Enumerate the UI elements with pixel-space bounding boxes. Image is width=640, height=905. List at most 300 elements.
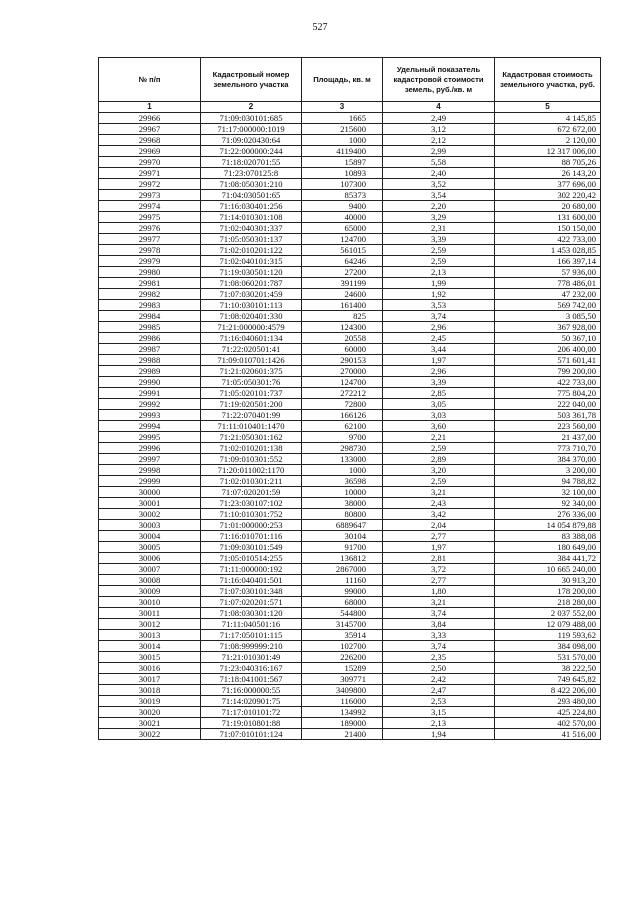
cell-area: 215600 bbox=[302, 124, 383, 135]
cell-cadastral-number: 71:21:050301:162 bbox=[201, 432, 302, 443]
cell-cadastral-value: 749 645,82 bbox=[495, 674, 601, 685]
cell-unit-value: 2,59 bbox=[383, 443, 495, 454]
cell-cadastral-number: 71:08:999999:210 bbox=[201, 641, 302, 652]
cell-unit-value: 3,74 bbox=[383, 608, 495, 619]
cell-cadastral-number: 71:08:020401:330 bbox=[201, 311, 302, 322]
cell-cadastral-value: 92 340,00 bbox=[495, 498, 601, 509]
cell-cadastral-number: 71:11:010401:1470 bbox=[201, 421, 302, 432]
cell-cadastral-number: 71:05:020101:737 bbox=[201, 388, 302, 399]
table-row bbox=[99, 454, 601, 465]
cell-cadastral-number: 71:07:020201:571 bbox=[201, 597, 302, 608]
column-number: 2 bbox=[201, 102, 302, 113]
cell-cadastral-number: 71:09:010301:552 bbox=[201, 454, 302, 465]
cell-cadastral-number: 71:16:000000:55 bbox=[201, 685, 302, 696]
cell-cadastral-value: 3 200,00 bbox=[495, 465, 601, 476]
cell-unit-value: 3,53 bbox=[383, 300, 495, 311]
cell-area: 38000 bbox=[302, 498, 383, 509]
cell-cadastral-value: 20 680,00 bbox=[495, 201, 601, 212]
page-number: 527 bbox=[312, 22, 328, 33]
cell-unit-value: 3,74 bbox=[383, 641, 495, 652]
cell-cadastral-number: 71:04:030501:65 bbox=[201, 190, 302, 201]
cell-row-number: 29999 bbox=[99, 476, 201, 487]
cell-row-number: 30021 bbox=[99, 718, 201, 729]
cell-cadastral-value: 150 150,00 bbox=[495, 223, 601, 234]
cell-cadastral-number: 71:10:030101:113 bbox=[201, 300, 302, 311]
cell-cadastral-value: 503 361,78 bbox=[495, 410, 601, 421]
cell-cadastral-number: 71:18:041001:567 bbox=[201, 674, 302, 685]
cell-cadastral-value: 778 486,01 bbox=[495, 278, 601, 289]
cell-cadastral-number: 71:23:070125:8 bbox=[201, 168, 302, 179]
cell-cadastral-number: 71:18:020701:55 bbox=[201, 157, 302, 168]
cell-area: 309771 bbox=[302, 674, 383, 685]
header-row-number: № п/п bbox=[99, 58, 201, 102]
cell-cadastral-number: 71:07:010101:124 bbox=[201, 729, 302, 740]
cell-cadastral-value: 14 054 879,88 bbox=[495, 520, 601, 531]
cell-cadastral-value: 293 480,00 bbox=[495, 696, 601, 707]
cell-cadastral-value: 88 705,26 bbox=[495, 157, 601, 168]
table-row bbox=[99, 575, 601, 586]
cell-cadastral-value: 367 928,00 bbox=[495, 322, 601, 333]
cell-unit-value: 3,05 bbox=[383, 399, 495, 410]
cell-cadastral-value: 402 570,00 bbox=[495, 718, 601, 729]
table-row bbox=[99, 399, 601, 410]
cell-area: 80800 bbox=[302, 509, 383, 520]
cell-row-number: 30000 bbox=[99, 487, 201, 498]
table-row bbox=[99, 135, 601, 146]
cell-cadastral-number: 71:14:020901:75 bbox=[201, 696, 302, 707]
cell-cadastral-value: 223 560,00 bbox=[495, 421, 601, 432]
cell-cadastral-value: 799 200,00 bbox=[495, 366, 601, 377]
cell-cadastral-value: 2 037 552,00 bbox=[495, 608, 601, 619]
cell-cadastral-number: 71:19:020501:200 bbox=[201, 399, 302, 410]
cell-unit-value: 3,29 bbox=[383, 212, 495, 223]
cell-area: 134992 bbox=[302, 707, 383, 718]
cell-cadastral-value: 384 370,00 bbox=[495, 454, 601, 465]
cell-row-number: 29966 bbox=[99, 113, 201, 124]
cell-cadastral-number: 71:16:030401:256 bbox=[201, 201, 302, 212]
cell-area: 116000 bbox=[302, 696, 383, 707]
cell-cadastral-value: 166 397,14 bbox=[495, 256, 601, 267]
cell-area: 124700 bbox=[302, 234, 383, 245]
column-number: 4 bbox=[383, 102, 495, 113]
cell-area: 4119400 bbox=[302, 146, 383, 157]
cell-cadastral-number: 71:08:060201:787 bbox=[201, 278, 302, 289]
cell-area: 36598 bbox=[302, 476, 383, 487]
cell-row-number: 29970 bbox=[99, 157, 201, 168]
cell-area: 391199 bbox=[302, 278, 383, 289]
cell-row-number: 30008 bbox=[99, 575, 201, 586]
cell-row-number: 29981 bbox=[99, 278, 201, 289]
cell-unit-value: 1,97 bbox=[383, 355, 495, 366]
cell-cadastral-number: 71:14:010301:108 bbox=[201, 212, 302, 223]
cell-cadastral-value: 12 317 006,00 bbox=[495, 146, 601, 157]
table-row bbox=[99, 300, 601, 311]
table-row bbox=[99, 168, 601, 179]
cell-cadastral-value: 569 742,00 bbox=[495, 300, 601, 311]
cell-unit-value: 1,80 bbox=[383, 586, 495, 597]
table-row bbox=[99, 564, 601, 575]
cell-row-number: 29991 bbox=[99, 388, 201, 399]
cell-area: 1000 bbox=[302, 465, 383, 476]
table-row bbox=[99, 322, 601, 333]
cell-unit-value: 2,49 bbox=[383, 113, 495, 124]
cell-cadastral-number: 71:09:020430:64 bbox=[201, 135, 302, 146]
cell-unit-value: 2,47 bbox=[383, 685, 495, 696]
cell-unit-value: 2,35 bbox=[383, 652, 495, 663]
table-row bbox=[99, 531, 601, 542]
cell-unit-value: 2,31 bbox=[383, 223, 495, 234]
cell-row-number: 29972 bbox=[99, 179, 201, 190]
cell-area: 1665 bbox=[302, 113, 383, 124]
cell-unit-value: 3,15 bbox=[383, 707, 495, 718]
cadastral-value-table bbox=[98, 57, 601, 740]
cell-area: 85373 bbox=[302, 190, 383, 201]
table-row bbox=[99, 256, 601, 267]
cell-cadastral-number: 71:02:010201:138 bbox=[201, 443, 302, 454]
cell-area: 226200 bbox=[302, 652, 383, 663]
cell-row-number: 29978 bbox=[99, 245, 201, 256]
cell-area: 3145700 bbox=[302, 619, 383, 630]
cell-cadastral-number: 71:07:020201:59 bbox=[201, 487, 302, 498]
cell-cadastral-value: 1 453 028,85 bbox=[495, 245, 601, 256]
cell-unit-value: 2,59 bbox=[383, 256, 495, 267]
cell-area: 10893 bbox=[302, 168, 383, 179]
cell-row-number: 29992 bbox=[99, 399, 201, 410]
cell-cadastral-number: 71:16:040601:134 bbox=[201, 333, 302, 344]
cell-cadastral-value: 384 441,72 bbox=[495, 553, 601, 564]
cell-unit-value: 3,03 bbox=[383, 410, 495, 421]
cell-cadastral-number: 71:05:050301:76 bbox=[201, 377, 302, 388]
cell-area: 270000 bbox=[302, 366, 383, 377]
cell-cadastral-number: 71:02:040301:337 bbox=[201, 223, 302, 234]
cell-area: 27200 bbox=[302, 267, 383, 278]
cell-unit-value: 2,89 bbox=[383, 454, 495, 465]
table-body bbox=[99, 113, 601, 740]
cell-cadastral-number: 71:23:040316:167 bbox=[201, 663, 302, 674]
cell-unit-value: 2,81 bbox=[383, 553, 495, 564]
cell-row-number: 30007 bbox=[99, 564, 201, 575]
cell-unit-value: 3,39 bbox=[383, 377, 495, 388]
cell-cadastral-value: 26 143,20 bbox=[495, 168, 601, 179]
cell-row-number: 30014 bbox=[99, 641, 201, 652]
cell-area: 24600 bbox=[302, 289, 383, 300]
cell-cadastral-number: 71:08:050301:210 bbox=[201, 179, 302, 190]
cell-unit-value: 2,42 bbox=[383, 674, 495, 685]
cell-cadastral-value: 571 601,41 bbox=[495, 355, 601, 366]
cell-unit-value: 1,92 bbox=[383, 289, 495, 300]
column-number: 5 bbox=[495, 102, 601, 113]
cell-row-number: 29984 bbox=[99, 311, 201, 322]
table-row bbox=[99, 311, 601, 322]
table-row bbox=[99, 223, 601, 234]
table-row bbox=[99, 652, 601, 663]
cell-cadastral-value: 276 336,00 bbox=[495, 509, 601, 520]
cell-cadastral-number: 71:09:030101:549 bbox=[201, 542, 302, 553]
cell-unit-value: 2,77 bbox=[383, 531, 495, 542]
cell-cadastral-value: 32 100,00 bbox=[495, 487, 601, 498]
cell-unit-value: 2,85 bbox=[383, 388, 495, 399]
table-row bbox=[99, 212, 601, 223]
cell-row-number: 29993 bbox=[99, 410, 201, 421]
cell-cadastral-number: 71:17:000000:1019 bbox=[201, 124, 302, 135]
column-number: 1 bbox=[99, 102, 201, 113]
cell-row-number: 30013 bbox=[99, 630, 201, 641]
cell-unit-value: 2,50 bbox=[383, 663, 495, 674]
table-row bbox=[99, 707, 601, 718]
cell-unit-value: 2,12 bbox=[383, 135, 495, 146]
header-cadastral-number: Кадастровый номер земельного участка bbox=[201, 58, 302, 102]
cell-area: 9700 bbox=[302, 432, 383, 443]
cell-cadastral-number: 71:21:020601:375 bbox=[201, 366, 302, 377]
cell-area: 298730 bbox=[302, 443, 383, 454]
cell-area: 272212 bbox=[302, 388, 383, 399]
cell-row-number: 30018 bbox=[99, 685, 201, 696]
header-unit-value: Удельный показатель кадастровой стоимости земель, руб./кв. м bbox=[383, 58, 495, 102]
table-row bbox=[99, 509, 601, 520]
cell-unit-value: 2,20 bbox=[383, 201, 495, 212]
cell-cadastral-value: 4 145,85 bbox=[495, 113, 601, 124]
table-row bbox=[99, 421, 601, 432]
cell-cadastral-value: 425 224,80 bbox=[495, 707, 601, 718]
cell-area: 102700 bbox=[302, 641, 383, 652]
cell-row-number: 30022 bbox=[99, 729, 201, 740]
table-row bbox=[99, 410, 601, 421]
cell-cadastral-value: 384 098,00 bbox=[495, 641, 601, 652]
cell-cadastral-number: 71:21:000000:4579 bbox=[201, 322, 302, 333]
cell-row-number: 29997 bbox=[99, 454, 201, 465]
table-row bbox=[99, 355, 601, 366]
cell-unit-value: 5,58 bbox=[383, 157, 495, 168]
table-row bbox=[99, 729, 601, 740]
cell-row-number: 29976 bbox=[99, 223, 201, 234]
cell-row-number: 29994 bbox=[99, 421, 201, 432]
cell-unit-value: 3,84 bbox=[383, 619, 495, 630]
cell-cadastral-value: 131 600,00 bbox=[495, 212, 601, 223]
table-row bbox=[99, 641, 601, 652]
cell-area: 290153 bbox=[302, 355, 383, 366]
column-number: 3 bbox=[302, 102, 383, 113]
cell-unit-value: 3,44 bbox=[383, 344, 495, 355]
cell-cadastral-number: 71:02:010301:211 bbox=[201, 476, 302, 487]
cell-cadastral-value: 94 788,82 bbox=[495, 476, 601, 487]
cell-cadastral-number: 71:02:010201:122 bbox=[201, 245, 302, 256]
cell-row-number: 30016 bbox=[99, 663, 201, 674]
table-row bbox=[99, 179, 601, 190]
cell-unit-value: 2,59 bbox=[383, 245, 495, 256]
cell-cadastral-number: 71:11:040501:16 bbox=[201, 619, 302, 630]
cell-cadastral-value: 2 120,00 bbox=[495, 135, 601, 146]
cell-area: 161400 bbox=[302, 300, 383, 311]
header-area: Площадь, кв. м bbox=[302, 58, 383, 102]
cell-area: 20558 bbox=[302, 333, 383, 344]
cell-row-number: 30011 bbox=[99, 608, 201, 619]
cell-row-number: 29977 bbox=[99, 234, 201, 245]
table-row bbox=[99, 685, 601, 696]
cell-cadastral-number: 71:17:010101:72 bbox=[201, 707, 302, 718]
cell-area: 189000 bbox=[302, 718, 383, 729]
cell-cadastral-value: 531 570,00 bbox=[495, 652, 601, 663]
cell-row-number: 29969 bbox=[99, 146, 201, 157]
cell-unit-value: 3,54 bbox=[383, 190, 495, 201]
cell-row-number: 30010 bbox=[99, 597, 201, 608]
cell-area: 62100 bbox=[302, 421, 383, 432]
cell-unit-value: 2,99 bbox=[383, 146, 495, 157]
cell-area: 136812 bbox=[302, 553, 383, 564]
cell-cadastral-value: 83 388,08 bbox=[495, 531, 601, 542]
cell-area: 6889647 bbox=[302, 520, 383, 531]
table-row bbox=[99, 190, 601, 201]
cell-unit-value: 1,97 bbox=[383, 542, 495, 553]
cell-unit-value: 3,52 bbox=[383, 179, 495, 190]
table-row bbox=[99, 388, 601, 399]
cell-row-number: 29986 bbox=[99, 333, 201, 344]
cell-unit-value: 2,53 bbox=[383, 696, 495, 707]
table-row bbox=[99, 366, 601, 377]
cell-cadastral-number: 71:05:050301:137 bbox=[201, 234, 302, 245]
table-row bbox=[99, 498, 601, 509]
cell-cadastral-value: 206 400,00 bbox=[495, 344, 601, 355]
cell-unit-value: 2,96 bbox=[383, 322, 495, 333]
cell-cadastral-number: 71:16:040401:501 bbox=[201, 575, 302, 586]
cell-row-number: 30015 bbox=[99, 652, 201, 663]
cell-area: 21400 bbox=[302, 729, 383, 740]
cell-cadastral-value: 377 696,00 bbox=[495, 179, 601, 190]
cell-cadastral-value: 222 040,00 bbox=[495, 399, 601, 410]
table-row bbox=[99, 377, 601, 388]
cell-cadastral-value: 422 733,00 bbox=[495, 377, 601, 388]
cell-area: 91700 bbox=[302, 542, 383, 553]
cell-area: 15289 bbox=[302, 663, 383, 674]
cell-unit-value: 3,74 bbox=[383, 311, 495, 322]
cell-unit-value: 3,20 bbox=[383, 465, 495, 476]
cell-cadastral-value: 57 936,00 bbox=[495, 267, 601, 278]
cell-cadastral-number: 71:08:030301:120 bbox=[201, 608, 302, 619]
cell-cadastral-value: 47 232,00 bbox=[495, 289, 601, 300]
cell-area: 544800 bbox=[302, 608, 383, 619]
cell-row-number: 30002 bbox=[99, 509, 201, 520]
cell-area: 10000 bbox=[302, 487, 383, 498]
cell-cadastral-value: 3 085,50 bbox=[495, 311, 601, 322]
cell-area: 124700 bbox=[302, 377, 383, 388]
cell-area: 2867000 bbox=[302, 564, 383, 575]
cell-cadastral-value: 178 200,00 bbox=[495, 586, 601, 597]
cell-cadastral-value: 10 665 240,00 bbox=[495, 564, 601, 575]
cell-unit-value: 1,94 bbox=[383, 729, 495, 740]
cell-row-number: 29971 bbox=[99, 168, 201, 179]
cell-cadastral-value: 302 220,42 bbox=[495, 190, 601, 201]
table-row bbox=[99, 553, 601, 564]
table-row bbox=[99, 630, 601, 641]
cell-row-number: 30004 bbox=[99, 531, 201, 542]
cell-row-number: 30019 bbox=[99, 696, 201, 707]
cell-unit-value: 2,21 bbox=[383, 432, 495, 443]
cell-row-number: 29985 bbox=[99, 322, 201, 333]
cell-cadastral-value: 12 079 488,00 bbox=[495, 619, 601, 630]
table-row bbox=[99, 476, 601, 487]
cell-area: 60000 bbox=[302, 344, 383, 355]
cell-row-number: 29975 bbox=[99, 212, 201, 223]
cell-cadastral-value: 38 222,50 bbox=[495, 663, 601, 674]
cell-row-number: 29980 bbox=[99, 267, 201, 278]
table-row bbox=[99, 333, 601, 344]
cell-cadastral-number: 71:16:010701:116 bbox=[201, 531, 302, 542]
cell-area: 64246 bbox=[302, 256, 383, 267]
cell-cadastral-value: 119 593,62 bbox=[495, 630, 601, 641]
cell-row-number: 29996 bbox=[99, 443, 201, 454]
cell-area: 65000 bbox=[302, 223, 383, 234]
table-row bbox=[99, 465, 601, 476]
cell-area: 99000 bbox=[302, 586, 383, 597]
cell-row-number: 29973 bbox=[99, 190, 201, 201]
table-row bbox=[99, 289, 601, 300]
cell-row-number: 30006 bbox=[99, 553, 201, 564]
cell-unit-value: 2,96 bbox=[383, 366, 495, 377]
cell-cadastral-value: 773 710,70 bbox=[495, 443, 601, 454]
table-row bbox=[99, 344, 601, 355]
table-row bbox=[99, 278, 601, 289]
cell-cadastral-number: 71:22:020501:41 bbox=[201, 344, 302, 355]
cell-cadastral-value: 30 913,20 bbox=[495, 575, 601, 586]
cell-cadastral-value: 50 367,10 bbox=[495, 333, 601, 344]
cell-area: 1000 bbox=[302, 135, 383, 146]
cell-row-number: 30017 bbox=[99, 674, 201, 685]
table-row bbox=[99, 124, 601, 135]
cell-unit-value: 2,13 bbox=[383, 267, 495, 278]
table-row bbox=[99, 608, 601, 619]
cell-row-number: 29983 bbox=[99, 300, 201, 311]
cell-cadastral-number: 71:07:030101:348 bbox=[201, 586, 302, 597]
cell-cadastral-number: 71:22:000000:244 bbox=[201, 146, 302, 157]
cell-unit-value: 3,72 bbox=[383, 564, 495, 575]
table-row bbox=[99, 597, 601, 608]
cell-cadastral-value: 422 733,00 bbox=[495, 234, 601, 245]
table-header-row bbox=[99, 58, 601, 102]
table-row bbox=[99, 663, 601, 674]
cell-area: 124300 bbox=[302, 322, 383, 333]
cell-cadastral-value: 218 280,00 bbox=[495, 597, 601, 608]
cell-cadastral-number: 71:19:030501:120 bbox=[201, 267, 302, 278]
table-row bbox=[99, 113, 601, 124]
cell-area: 9400 bbox=[302, 201, 383, 212]
cell-cadastral-value: 775 804,20 bbox=[495, 388, 601, 399]
cell-area: 15897 bbox=[302, 157, 383, 168]
cell-unit-value: 3,60 bbox=[383, 421, 495, 432]
cell-cadastral-value: 180 649,00 bbox=[495, 542, 601, 553]
cell-cadastral-number: 71:05:010514:255 bbox=[201, 553, 302, 564]
cell-unit-value: 3,12 bbox=[383, 124, 495, 135]
cell-cadastral-value: 41 516,00 bbox=[495, 729, 601, 740]
cell-row-number: 29995 bbox=[99, 432, 201, 443]
cell-cadastral-value: 672 672,00 bbox=[495, 124, 601, 135]
cell-row-number: 29990 bbox=[99, 377, 201, 388]
cell-row-number: 29968 bbox=[99, 135, 201, 146]
cell-row-number: 29987 bbox=[99, 344, 201, 355]
header-cadastral-value: Кадастровая стоимость земельного участка, руб. bbox=[495, 58, 601, 102]
cell-unit-value: 3,21 bbox=[383, 597, 495, 608]
table-row bbox=[99, 586, 601, 597]
cell-unit-value: 3,39 bbox=[383, 234, 495, 245]
cell-row-number: 30001 bbox=[99, 498, 201, 509]
cell-row-number: 29982 bbox=[99, 289, 201, 300]
cell-area: 30104 bbox=[302, 531, 383, 542]
table-row bbox=[99, 696, 601, 707]
table-row bbox=[99, 520, 601, 531]
cell-row-number: 29998 bbox=[99, 465, 201, 476]
cell-row-number: 29979 bbox=[99, 256, 201, 267]
cell-unit-value: 2,43 bbox=[383, 498, 495, 509]
cell-unit-value: 3,21 bbox=[383, 487, 495, 498]
cell-row-number: 30005 bbox=[99, 542, 201, 553]
